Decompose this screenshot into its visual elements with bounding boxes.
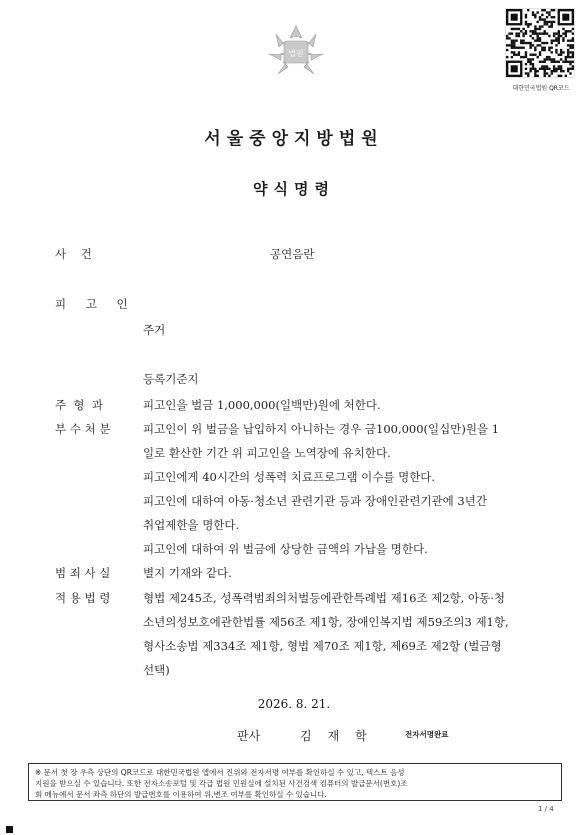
additional-line: 피고인이 위 벌금을 납입하지 아니하는 경우 금100,000(일십만)원을 1 xyxy=(143,422,500,436)
additional-line: 피고인에 대하여 위 벌금에 상당한 금액의 가납을 명한다. xyxy=(143,542,428,556)
law-line: 형사소송법 제334조 제1항, 형법 제70조 제1항, 제69조 제2항 (벌금형 xyxy=(143,639,502,653)
court-emblem-icon xyxy=(266,24,326,80)
law-line: 소년의성보호에관한법률 제56조 제1항, 장애인복지법 제59조의3 제1항, xyxy=(143,615,509,629)
page-number: 1 / 4 xyxy=(538,805,554,813)
emblem-text: 법원 xyxy=(288,49,304,58)
case-value: 공연음란 xyxy=(270,247,315,261)
facts-value: 별지 기재와 같다. xyxy=(143,566,232,580)
court-name: 서울중앙지방법원 xyxy=(204,129,384,149)
document-title: 약식명령 xyxy=(253,180,335,198)
judge-title: 판사 xyxy=(237,729,261,743)
address-label: 주거 xyxy=(143,323,166,337)
esign-stamp: 전자서명완료 xyxy=(405,730,449,739)
additional-line: 취업제한을 명한다. xyxy=(143,518,240,532)
case-label: 사 건 xyxy=(55,247,92,261)
additional-line: 피고인에게 40시간의 성폭력 치료프로그램 이수를 명한다. xyxy=(143,470,436,484)
issue-date: 2026. 8. 21. xyxy=(257,697,331,711)
judge-name: 김재학 xyxy=(300,729,383,743)
corner-mark xyxy=(6,826,13,833)
notice-line: ※ 문서 첫 장 우측 상단의 QR코드로 대한민국법원 앱에서 진위와 전자서명 여부를 확인하실 수 있고, 텍스트 음성 xyxy=(35,768,405,777)
notice-box xyxy=(28,763,562,801)
law-line: 선택) xyxy=(143,663,170,677)
registry-label: 등록기준지 xyxy=(143,372,199,386)
qr-code-icon xyxy=(506,9,574,77)
law-line: 형법 제245조, 성폭력범죄의처벌등에관한특례법 제16조 제2항, 아동·청 xyxy=(143,591,505,605)
facts-label: 범 죄 사 실 xyxy=(55,566,111,580)
defendant-label: 피 고 인 xyxy=(55,297,136,311)
additional-line: 일로 환산한 기간 위 피고인을 노역장에 유치한다. xyxy=(143,446,391,460)
notice-line: 회 메뉴에서 문서 좌측 하단의 발급번호를 이용하여 위,변조 여부를 확인하실 수 있습니다. xyxy=(35,790,327,799)
sentence-value: 피고인을 벌금 1,000,000(일백만)원에 처한다. xyxy=(143,398,381,412)
law-label: 적 용 법 령 xyxy=(55,591,111,605)
qr-code[interactable] xyxy=(505,8,575,78)
additional-label: 부 수 처 분 xyxy=(55,422,111,436)
additional-line: 피고인에 대하여 아동·청소년 관련기관 등과 장애인관련기관에 3년간 xyxy=(143,494,487,508)
sentence-label: 주 형 과 xyxy=(55,398,103,412)
court-emblem xyxy=(266,24,326,80)
qr-caption: 대한민국법원 QR코드 xyxy=(512,85,570,92)
notice-line: 지원을 받으실 수 있습니다. 또한 전자소송포털 및 각급 법원 민원실에 설치된 사건검색 컴퓨터의 발급문서(번호)조 xyxy=(35,779,408,788)
